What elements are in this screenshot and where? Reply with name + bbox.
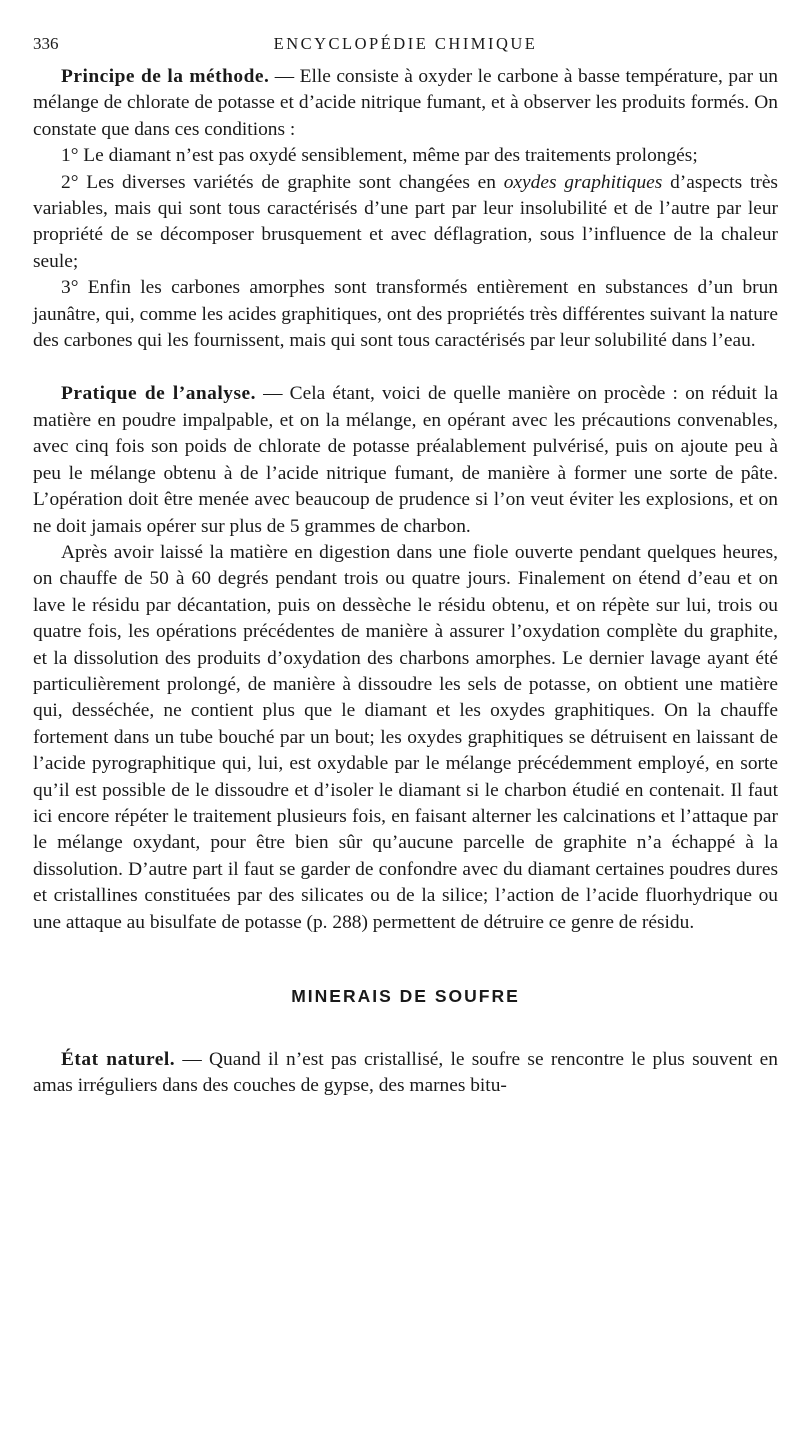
paragraph-item-3: 3° Enfin les carbones amorphes sont transformés entièrement en substances d’un brun jaunâtre, qui, comme les acides graphitiques, ont des propriétés très différentes suivant la nature des carbones qui les fournissent, mais qui sont tous caractérisés par leur solubilité dans l’eau. (33, 277, 778, 352)
paragraph-text: — Elle consiste à oxyder le carbone à basse température, par un mélange de chlorate de potasse et d’acide nitrique fumant, et à observer les produits formés. On constate que dans ces conditions : (33, 66, 778, 140)
italic-term: oxydes graphitiques (503, 171, 663, 193)
paragraph-principe (33, 64, 778, 143)
run-in-heading-pratique: Pratique de l’analyse. (61, 383, 256, 405)
paragraph-item-2 (33, 170, 778, 276)
paragraph-etat-naturel (33, 1047, 778, 1100)
running-header (33, 34, 778, 64)
body-text (33, 64, 778, 1100)
paragraph-pratique (33, 381, 778, 539)
running-title: ENCYCLOPÉDIE CHIMIQUE (273, 34, 538, 53)
section-title: MINERAIS DE SOUFRE (291, 986, 520, 1006)
paragraph-apres: Après avoir laissé la matière en digestion dans une fiole ouverte pendant quelques heures, on chauffe de 50 à 60 degrés pendant trois ou quatre jours. Finalement on étend d’eau et on lave le résidu par décantation, puis on dessèche le résidu obtenu, et on répète sur lui, trois ou quatre fois, les opérations précédentes de manière à assurer l’oxydation complète du graphite, et la dissolution des produits d’oxydation des charbons amorphes. Le dernier lavage ayant été particulièrement prolongé, de manière à dissoudre les sels de potasse, on obtient une matière qui, desséchée, ne contient plus que le diamant et les oxydes graphitiques. On la chauffe fortement dans un tube bouché par un bout; les oxydes graphitiques se détruisent en laissant de l’acide pyrographitique qui, lui, est oxydable par le mélange précédemment employé, en sorte qu’il est possible de le dissoudre et d’isoler le diamant si le charbon étudié en contenait. Il faut ici encore répéter le traitement plusieurs fois, en faisant alterner les calcinations et l’attaque par le mélange oxydant, pour être bien sûr qu’aucune parcelle de graphite n’a échappé à la dissolution. D’autre part il faut se garder de confondre avec du diamant certaines poudres dures et cristallines constituées par des silicates ou de la silice; l’action de l’acide fluorhydrique ou une attaque au bisulfate de potasse (p. 288) permettent de détruire ce genre de résidu. (33, 541, 778, 933)
paragraph-text: d’aspects très variables, mais qui sont tous caractérisés d’une part par leur insolubilité et de l’autre par leur propriété de se décomposer brusquement et avec déflagration, sous l’influence de la chaleur seule; (33, 171, 778, 272)
run-in-heading-principe: Principe de la méthode. (61, 66, 270, 87)
run-in-heading-etat: État naturel. (61, 1049, 176, 1070)
page-number: 336 (33, 34, 59, 53)
paragraph-text: 2° Les diverses variétés de graphite sont changées en (61, 171, 504, 193)
paragraph-item-1: 1° Le diamant n’est pas oxydé sensiblement, même par des traitements prolongés; (61, 145, 698, 167)
paragraph-text: — Quand il n’est pas cristallisé, le soufre se rencontre le plus souvent en amas irréguliers dans des couches de gypse, des marnes bitu- (33, 1049, 778, 1097)
paragraph-text: — Cela étant, voici de quelle manière on procède : on réduit la matière en poudre impalpable, et on la mélange, en opérant avec les précautions convenables, avec cinq fois son poids de chlorate de potasse préalablement pulvérisé, puis on ajoute peu à peu le mélange obtenu à de l’acide nitrique fumant, de manière à former une sorte de pâte. L’opération doit être menée avec beaucoup de prudence si l’on veut éviter les explosions, et on ne doit jamais opérer sur plus de 5 grammes de charbon. (33, 383, 779, 537)
